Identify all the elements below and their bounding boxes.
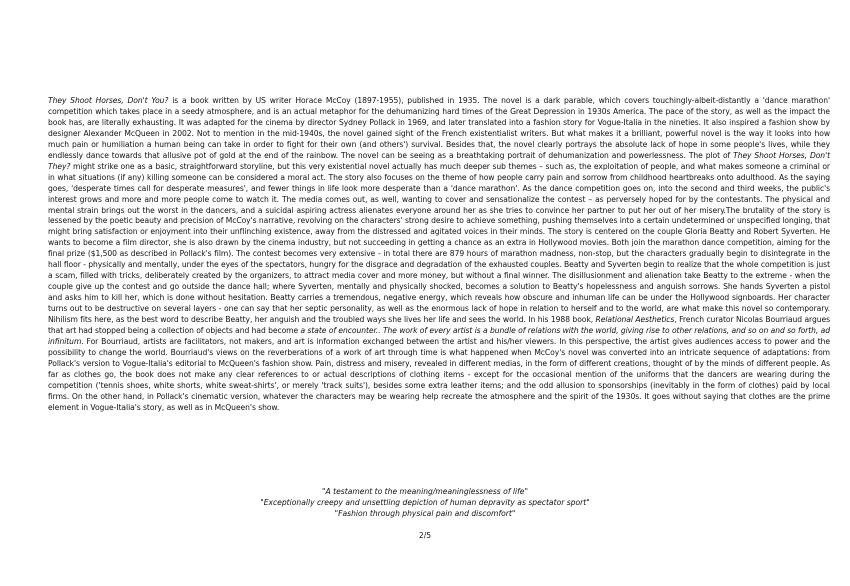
book-title-alt: They Shoot Horses, Don't They? — [48, 150, 831, 171]
relational-aesthetics-title: Relational Aesthetics — [595, 315, 675, 325]
paragraph-part-1: is a book written by US writer Horace McCoy (1897-1955), published in 1935. The novel is a dark parable, which covers touchingly-albeit-distantly a 'dance marathon' competition which takes place in a seedy atmosphere, and is an actual metaphor for the dehumanizing hard times of the Great Depression in 1930s America. The pace of the story, as well as the impact the book has, are literally exhausting. It was adapted for the cinema by director Sydney Pollack in 1969, and later translated into a fashion story for Vogue-Italia in the nineties. It also inspired a fashion show by designer Alexander McQueen in 2002. Not to mention in the mid-1940s, the novel gained sight of the French existentialist writers. But what makes it a brilliant, powerful novel is the way it looks into how much pain or humiliation a human being can take in order to fight for their own (and others') survival. Besides that, the novel clearly portrays the absolute lack of hope in some people's lives, while they endlessly dance towards that allusive pot of gold at the end of the rainbow. The novel can be seeing as a breathtaking portrait of dehumanization and powerlessness. The plot of — [48, 96, 831, 160]
paragraph-part-2: might strike one as a basic, straightforward storyline, but this very existential novel actually has much deeper sub themes – such as, the exploitation of people, and what makes someone a criminal or in what situations (if any) killing someone can be considered a moral act. The story also focuses on the theme of how people carry pain and sorrow from childhood heartbreaks onto adulthood. As the saying goes, 'desperate times call for desperate measures', and fewer things in life look more desperate than a 'dance marathon'. As the dance competition goes on, into the second and third weeks, the public's interest grows and more and more people come to watch it. The media comes out, as well, wanting to cover and sensationalize the contest – as perversely hoped for by the contestants. The physical and mental strain brings out the worst in the dancers, and a suicidal aspiring actress alienates everyone around her as she tries to convince her partner to put her out of her misery.The brutality of the story is lessened by the poetic beauty and precision of McCoy's narrative, revolving on the characters' strong desire to achieve something, pushing themselves into a certain undetermined or unspecified longing, that might bring satisfaction or enjoyment into their unflinching existence, away from the distressed and agitated voices in their minds. The story is centered on the couple Gloria Beatty and Robert Syverten. He wants to become a film director, she is also drawn by the cinema industry, but not succeeding in getting a chance as an extra in Hollywood movies. Both join the marathon dance competition, aiming for the final prize ($1,500 as described in Pollack's film). The contest becomes very extensive - in total there are 879 hours of marathon madness, non-stop, but the characters gradually begin to disintegrate in the hall floor - physically and mentally, under the eyes of the spectators, hungry for the disgrace and degradation of the exhausted couples. Beatty and Syverten begin to realize that the whole competition is just a scam, filled with tricks, deliberately created by the organizers, to attract media cover and more money, but without a final winner. The disillusionment and alienation take Beatty to the extreme - when the couple give up the contest and go outside the dance hall; where Syverten, mentally and physically shocked, becomes a solution to Beatty's hopelessness and anguish sorrows. She hands Syverten a pistol and asks him to kill her, which is done without hesitation. Beatty carries a tremendous, negative energy, which reveals how obscure and inhuman life can be under the Hollywood signboards. Her character turns out to be destructive on several layers - one can say that her septic personality, as well as the enormous lack of hope in relation to herself and to the world, are what make this novel so contemporary. Nihilism fits here, as the best word to describe Beatty, her anguish and the troubled ways she lives her life and sees the world. In his 1988 book, — [48, 161, 830, 325]
page-number: 2/5 — [418, 531, 432, 540]
paragraph-part-3: , French curator Nicolas Bourriaud argues that art had stopped being a collection of objects and had become — [48, 315, 830, 336]
quote-line: "Fashion through physical pain and discomfort" — [334, 509, 516, 518]
quote-line: "Exceptionally creepy and unsettling depiction of human depravity as spectator sport" — [260, 498, 590, 507]
paragraph-part-4: . For Bourriaud, artists are facilitators, not makers, and art is information exchanged between the artist and his/her viewers. In this perspective, the artist gives audiences access to power and the possibility to change the world. Bourriaud's views on the reverberations of a work of art through time is what happened when McCoy's novel was converted into an intricate sequence of adaptations: from Pollack's version to Vogue-Italia's editorial to McQueen's fashion show. Pain, distress and misery, revealed in different medias, in the form of different creations, thought of by the minds of different people. As far as clothes go, the book does not make any clear references to or actual descriptions of clothing items - except for the occasional mention of the uniforms that the dancers are wearing during the competition ('tennis shoes, white shorts, white sweat-shirts', or merely 'track suits'), besides some extra leather items; and the odd allusion to sponsorships (inevitably in the form of clothes) paid by local firms. On the other hand, in Pollack's cinematic version, whatever the characters may be wearing help recreate the atmosphere and the spirit of the 1930s. It goes without saying that clothes are the prime element in Vogue-Italia's story, as well as in McQueen's show. — [48, 336, 830, 412]
article-body — [48, 96, 830, 414]
pull-quotes — [0, 486, 850, 519]
bourriaud-quote: a state of encounter.. The work of every artist is a bundle of relations with the world, giving rise to other relations, and so on and so forth, ad infinitum — [48, 326, 830, 346]
book-title: They Shoot Horses, Don't You? — [48, 96, 169, 105]
quote-line: "A testament to the meaning/meaninglessness of life" — [322, 487, 528, 496]
